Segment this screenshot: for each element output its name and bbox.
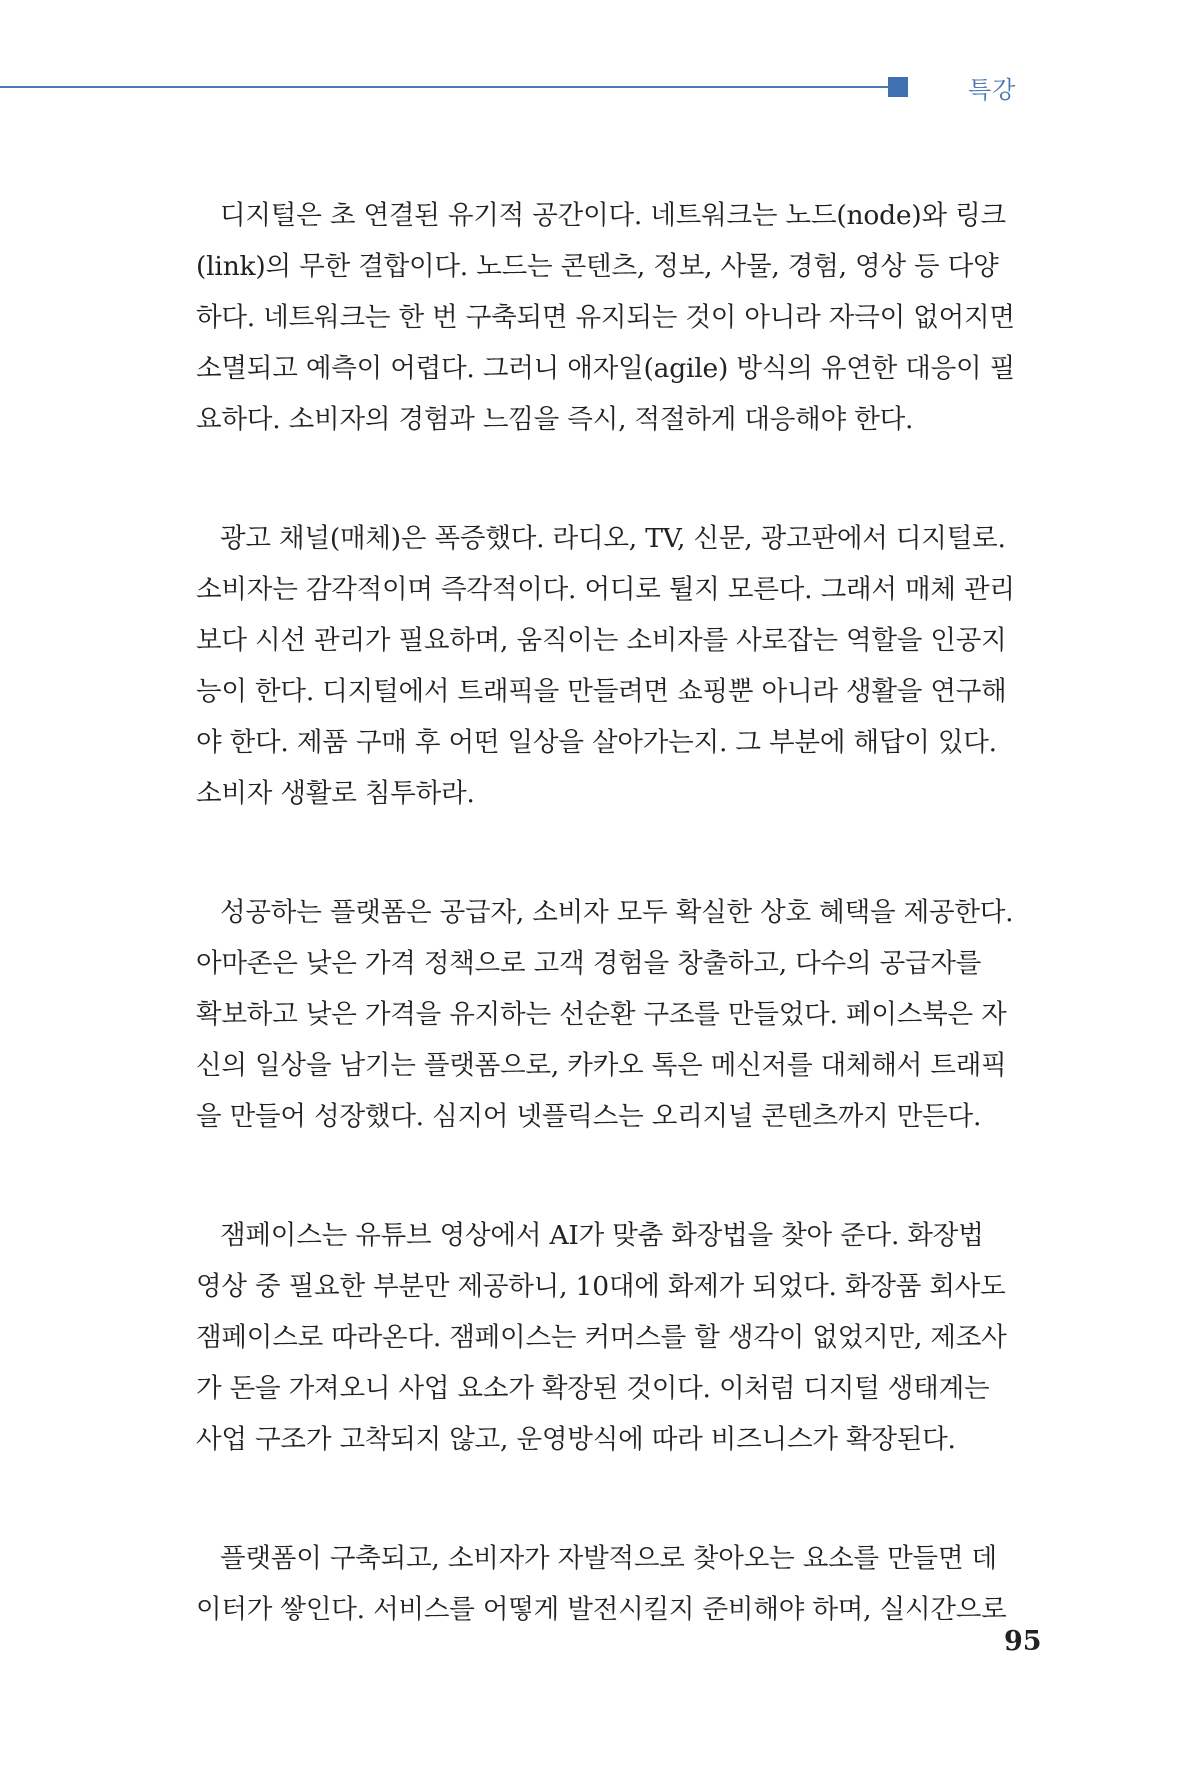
body-text [196,190,1036,1703]
text-line: 잼페이스는 유튜브 영상에서 AI가 맞춤 화장법을 찾아 준다. 화장법 [220,1220,984,1251]
paragraph-5 [196,1533,1036,1635]
paragraph-3 [196,887,1036,1142]
text-line: 소비자는 감각적이며 즉각적이다. 어디로 튈지 모른다. 그래서 매체 관리 [196,574,1015,605]
text-line: 소멸되고 예측이 어렵다. 그러니 애자일(agile) 방식의 유연한 대응이 필 [196,353,1016,384]
text-line: 디지털은 초 연결된 유기적 공간이다. 네트워크는 노드(node)와 링크 [220,200,1006,231]
text-line: 영상 중 필요한 부분만 제공하니, 10대에 화제가 되었다. 화장품 회사도 [196,1271,1006,1302]
paragraph-4 [196,1210,1036,1465]
paragraph-1 [196,190,1036,445]
text-line: (link)의 무한 결합이다. 노드는 콘텐츠, 정보, 사물, 경험, 영상 등 다양 [196,251,999,282]
paragraph-2 [196,513,1036,819]
text-line: 성공하는 플랫폼은 공급자, 소비자 모두 확실한 상호 혜택을 제공한다. [220,897,1014,928]
text-line: 가 돈을 가져오니 사업 요소가 확장된 것이다. 이처럼 디지털 생태계는 [196,1373,990,1404]
text-line: 잼페이스로 따라온다. 잼페이스는 커머스를 할 생각이 없었지만, 제조사 [196,1322,1007,1353]
text-line: 소비자 생활로 침투하라. [196,778,475,809]
header-rule [0,86,890,88]
text-line: 광고 채널(매체)은 폭증했다. 라디오, TV, 신문, 광고판에서 디지털로. [220,523,1006,554]
text-line: 하다. 네트워크는 한 번 구축되면 유지되는 것이 아니라 자극이 없어지면 [196,302,1015,333]
text-line: 을 만들어 성장했다. 심지어 넷플릭스는 오리지널 콘텐츠까지 만든다. [196,1101,982,1132]
header-square-marker [888,77,908,97]
text-line: 플랫폼이 구축되고, 소비자가 자발적으로 찾아오는 요소를 만들면 데 [220,1543,997,1574]
text-line: 능이 한다. 디지털에서 트래픽을 만들려면 쇼핑뿐 아니라 생활을 연구해 [196,676,1007,707]
text-line: 이터가 쌓인다. 서비스를 어떻게 발전시킬지 준비해야 하며, 실시간으로 [196,1594,1007,1625]
text-line: 보다 시선 관리가 필요하며, 움직이는 소비자를 사로잡는 역할을 인공지 [196,625,1007,656]
text-line: 야 한다. 제품 구매 후 어떤 일상을 살아가는지. 그 부분에 해답이 있다. [196,727,997,758]
text-line: 아마존은 낮은 가격 정책으로 고객 경험을 창출하고, 다수의 공급자를 [196,948,982,979]
text-line: 사업 구조가 고착되지 않고, 운영방식에 따라 비즈니스가 확장된다. [196,1424,956,1455]
page-number: 95 [1004,1626,1042,1657]
text-line: 확보하고 낮은 가격을 유지하는 선순환 구조를 만들었다. 페이스북은 자 [196,999,1007,1030]
text-line: 요하다. 소비자의 경험과 느낌을 즉시, 적절하게 대응해야 한다. [196,404,914,435]
text-line: 신의 일상을 남기는 플랫폼으로, 카카오 톡은 메신저를 대체해서 트래픽 [196,1050,1007,1081]
section-label: 특강 [968,76,1017,104]
